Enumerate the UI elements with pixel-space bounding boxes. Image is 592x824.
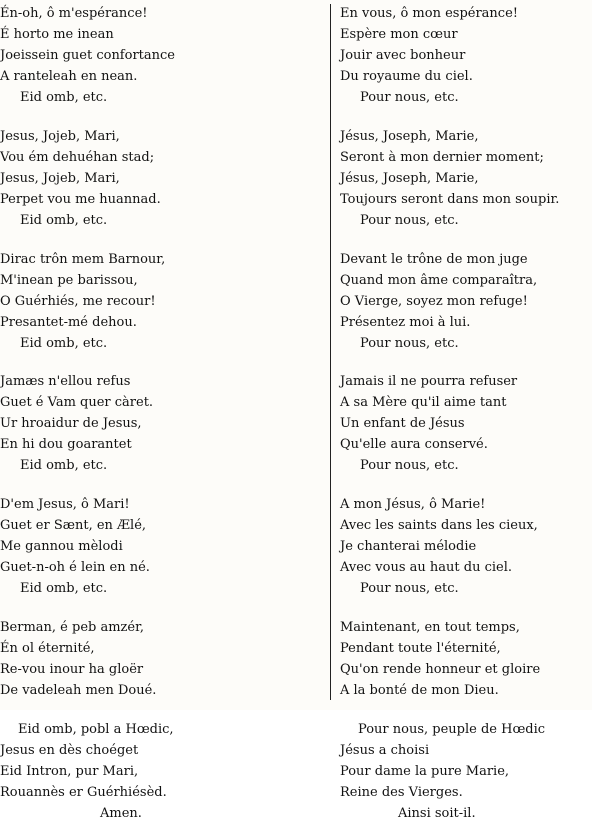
verse-line: Présentez moi à lui. [340,314,471,330]
verse-line: Dirac trôn mem Barnour, [0,251,166,267]
verse-line: Jamais il ne pourra refuser [340,374,518,390]
verse-line: Espère mon cœur [340,27,458,42]
verse-line: Eid omb, pobl a Hœdic, [18,721,174,737]
verse-line: M'inean pe barissou, [0,272,138,288]
verse-line: A la bonté de mon Dieu. [340,682,499,698]
breton-stanza-2 [0,126,326,231]
verse-line: Jouir avec bonheur [340,48,466,63]
verse-line: D'em Jesus, ô Mari! [0,497,130,513]
closing-line: Amen. [100,805,142,821]
verse-line: Qu'on rende honneur et gloire [340,661,541,677]
verse-line: Re-vou inour ha gloër [0,661,144,677]
verse-line: A ranteleah en nean. [0,69,138,84]
closing-line: Ainsi soit-il. [398,805,476,821]
verse-line: Toujours seront dans mon soupir. [340,191,560,207]
refrain-line: Eid omb, etc. [20,458,108,474]
breton-stanza-3 [0,249,326,354]
verse-line: É horto me inean [0,27,114,42]
refrain-line: Eid omb, etc. [20,90,108,105]
verse-line: De vadeleah men Doué. [0,682,157,698]
breton-stanza-1 [0,3,326,108]
verse-line: Avec vous au haut du ciel. [340,560,513,576]
column-divider [330,4,331,700]
refrain-line: Eid omb, etc. [20,581,108,597]
verse-line: O Guérhiés, me recour! [0,293,156,309]
french-stanza-6 [340,617,590,701]
verse-line: En vous, ô mon espérance! [340,6,519,21]
verse-line: Jésus, Joseph, Marie, [340,128,479,144]
verse-line: Je chanterai mélodie [340,539,477,555]
french-column [340,3,590,824]
verse-line: Un enfant de Jésus [340,416,465,432]
breton-column [0,3,326,824]
refrain-line: Eid omb, etc. [20,335,108,351]
verse-line: A sa Mère qu'il aime tant [340,395,507,411]
refrain-line: Pour nous, etc. [360,335,459,351]
verse-line: Avec les saints dans les cieux, [340,518,538,534]
verse-line: Pour nous, peuple de Hœdic [358,721,546,737]
verse-line: A mon Jésus, ô Marie! [340,497,486,513]
verse-line: Jesus en dès choéget [0,742,139,758]
verse-line: Reine des Vierges. [340,784,463,800]
verse-line: Eid Intron, pur Mari, [0,763,139,779]
verse-line: Qu'elle aura conservé. [340,437,488,453]
breton-stanza-7 [0,719,326,824]
verse-line: Vou ém dehuéhan stad; [0,149,155,165]
verse-line: Jésus a choisi [340,742,430,758]
refrain-line: Pour nous, etc. [360,458,459,474]
refrain-line: Eid omb, etc. [20,212,108,228]
verse-line: En hi dou goarantet [0,437,132,453]
verse-line: Guet er Sænt, en Ælé, [0,518,147,534]
verse-line: Jesus, Jojeb, Mari, [0,170,120,186]
verse-line: Perpet vou me huannad. [0,191,161,207]
verse-line: Guet é Vam quer càret. [0,395,154,411]
verse-line: Devant le trône de mon juge [340,251,528,267]
verse-line: Jesus, Jojeb, Mari, [0,128,120,144]
verse-line: Du royaume du ciel. [340,69,473,84]
verse-line: Rouannès er Guérhiésèd. [0,784,167,800]
breton-stanza-6 [0,617,326,701]
french-stanza-5 [340,494,590,599]
verse-line: Quand mon âme comparaîtra, [340,272,538,288]
refrain-line: Pour nous, etc. [360,581,459,597]
french-stanza-7 [340,719,590,824]
verse-line: Jésus, Joseph, Marie, [340,170,479,186]
french-stanza-3 [340,249,590,354]
verse-line: Presantet-mé dehou. [0,314,137,330]
verse-line: Berman, é peb amzér, [0,619,145,635]
verse-line: Seront à mon dernier moment; [340,149,544,165]
verse-line: Maintenant, en tout temps, [340,619,520,635]
refrain-line: Pour nous, etc. [360,212,459,228]
french-stanza-4 [340,371,590,476]
french-stanza-2 [340,126,590,231]
verse-line: Pour dame la pure Marie, [340,763,510,779]
verse-line: Én-oh, ô m'espérance! [0,6,148,21]
verse-line: Én ol éternité, [0,640,95,656]
verse-line: Me gannou mèlodi [0,539,123,555]
breton-stanza-5 [0,494,326,599]
verse-line: Joeissein guet confortance [0,48,175,63]
breton-stanza-4 [0,371,326,476]
refrain-line: Pour nous, etc. [360,90,459,105]
verse-line: O Vierge, soyez mon refuge! [340,293,528,309]
french-stanza-1 [340,3,590,108]
verse-line: Guet-n-oh é lein en né. [0,560,150,576]
verse-line: Ur hroaidur de Jesus, [0,416,142,432]
verse-line: Jamæs n'ellou refus [0,374,131,390]
verse-line: Pendant toute l'éternité, [340,640,501,656]
